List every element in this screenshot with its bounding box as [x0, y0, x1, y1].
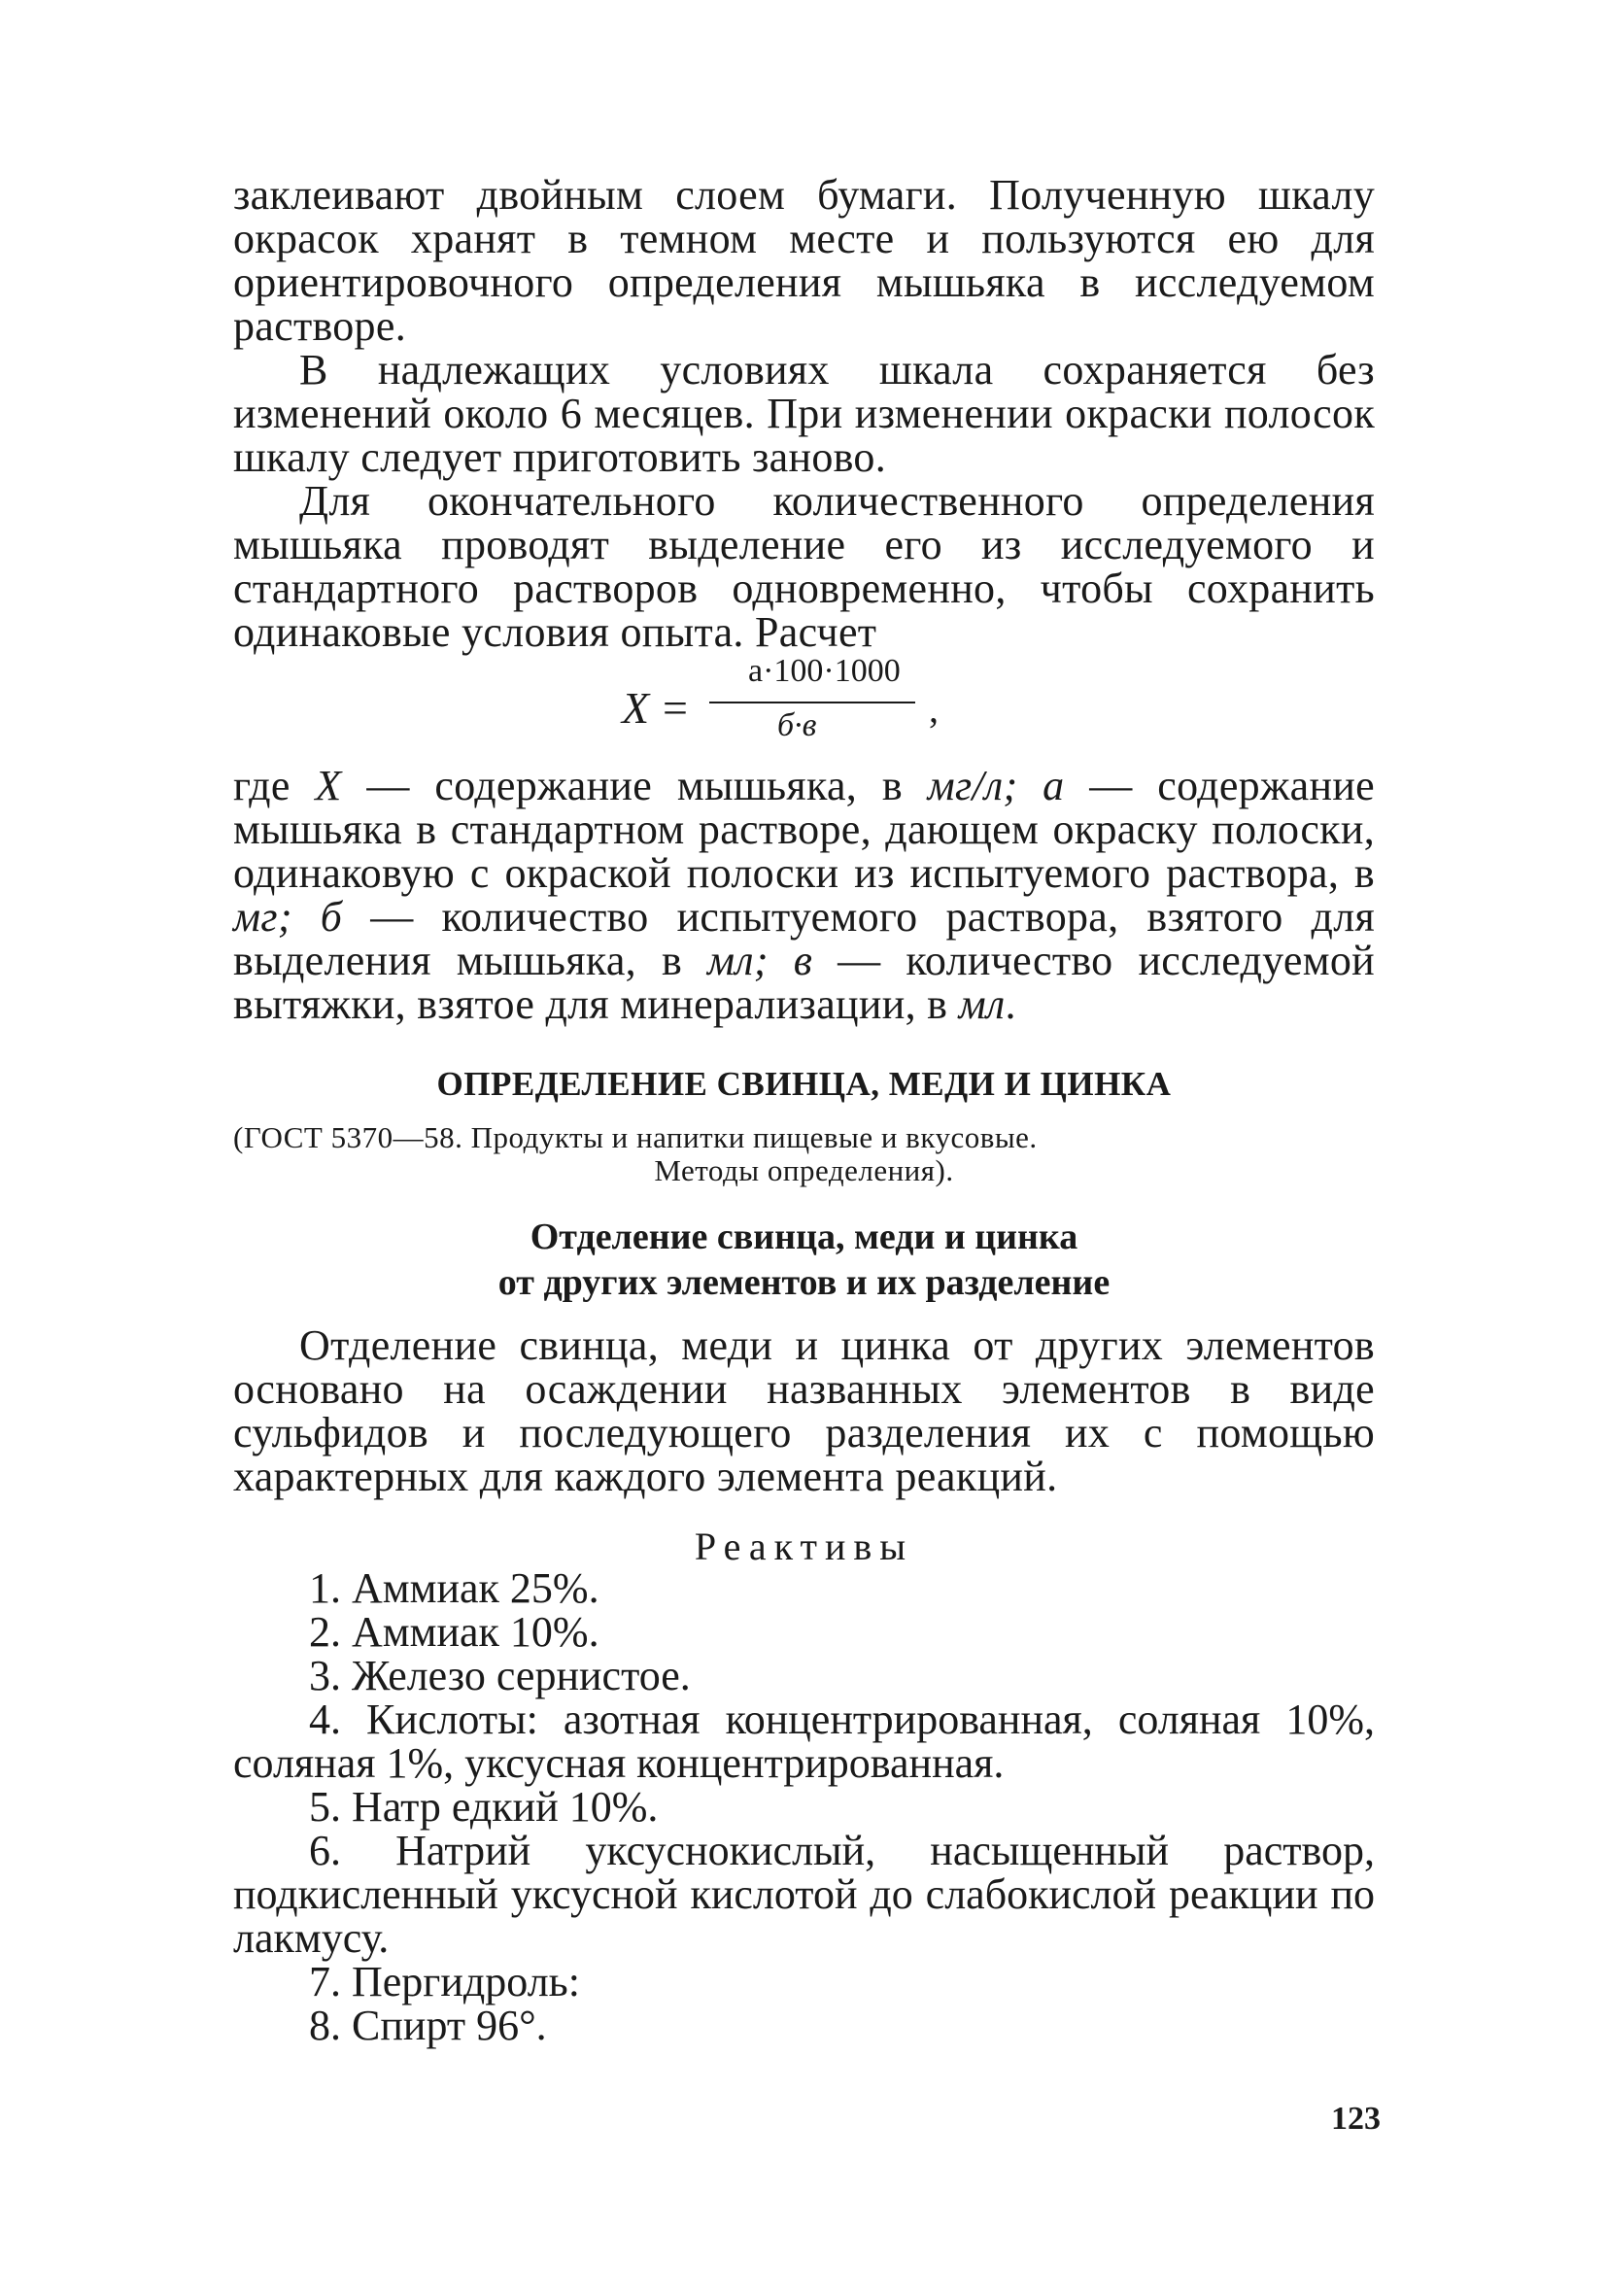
subheading	[233, 1215, 1375, 1306]
unit-text: мг; б	[233, 893, 343, 941]
formula-explanation	[233, 764, 1375, 1026]
intro-paragraph	[233, 1323, 1375, 1498]
unit-text: мл; в	[707, 937, 813, 984]
paragraph-scale-storage: заклеивают двойным слоем бумаги. Полученную шкалу окрасок хранят в темном месте и пользуются ею для ориентировочного определения мышьяка в исследуемом растворе.	[233, 171, 1375, 350]
list-item: 5. Натр едкий 10%.	[309, 1783, 659, 1831]
reagents-title: Реактивы	[694, 1525, 914, 1568]
section-heading: ОПРЕДЕЛЕНИЕ СВИНЦА, МЕДИ И ЦИНКА	[436, 1065, 1172, 1103]
list-item: 4. Кислоты: азотная концентрированная, соляная 10%, соляная 1%, уксусная концентрированная.	[233, 1696, 1375, 1787]
unit-text: мг/л; а	[927, 762, 1065, 809]
list-item: 8. Спирт 96°.	[309, 2002, 547, 2049]
gost-reference	[233, 1121, 1375, 1187]
explanation-text: .	[1005, 980, 1016, 1028]
list-item: 7. Пергидроль:	[309, 1958, 580, 2005]
list-item: 2. Аммиак 10%.	[309, 1608, 599, 1656]
reagents-list	[233, 1566, 1375, 2047]
fraction-bar	[709, 702, 915, 703]
explanation-text: — содержание мышьяка, в	[341, 762, 928, 809]
top-text-block	[233, 173, 1375, 654]
variable-x: X	[315, 762, 342, 809]
list-item: 6. Натрий уксуснокислый, насыщенный раствор, подкисленный уксусной кислотой до слабокислой реакции по лакмусу.	[233, 1827, 1375, 1962]
list-item: 1. Аммиак 25%.	[309, 1564, 599, 1612]
intro-text: Отделение свинца, меди и цинка от других элементов основано на осаждении названных элементов в виде сульфидов и последующего разделения их с помощью характерных для каждого элемента реакций.	[233, 1321, 1375, 1500]
subheading-line: от других элементов и их разделение	[497, 1262, 1111, 1303]
gost-line: (ГОСТ 5370—58. Продукты и напитки пищевые и вкусовые.	[233, 1120, 1038, 1154]
paragraph-calculation-intro: Для окончательного количественного определения мышьяка проводят выделение его из исследуемого и стандартного растворов одновременно, чтобы сохранить одинаковые условия опыта. Расчет	[233, 477, 1375, 656]
list-item: 3. Железо сернистое.	[309, 1652, 691, 1699]
explanation-text: — количество испытуемого раствора, взятого для выделения мышьяка, в	[233, 893, 1375, 984]
explanation-text: — количество исследуемой вытяжки, взятое для минерализации, в	[233, 937, 1375, 1028]
formula-lhs: X	[622, 683, 650, 733]
formula-equals: =	[663, 683, 688, 733]
formula-comma: ,	[929, 687, 939, 731]
explanation-text: — содержание мышьяка в стандартном растворе, дающем окраску полоски, одинаковую с окраской полоски из испытуемого раствора, в	[233, 762, 1376, 897]
gost-line: Методы определения).	[654, 1153, 954, 1187]
paragraph-scale-lifetime: В надлежащих условиях шкала сохраняется без изменений около 6 месяцев. При изменении окраски полосок шкалу следует приготовить заново.	[233, 346, 1375, 481]
unit-text: мл	[958, 980, 1006, 1028]
formula-numerator: а·100·1000	[748, 653, 901, 689]
page-number: 123	[1331, 2101, 1381, 2137]
explanation-text: где	[233, 762, 316, 809]
subheading-line: Отделение свинца, меди и цинка	[530, 1217, 1078, 1257]
formula-denominator: б·в	[777, 707, 817, 743]
